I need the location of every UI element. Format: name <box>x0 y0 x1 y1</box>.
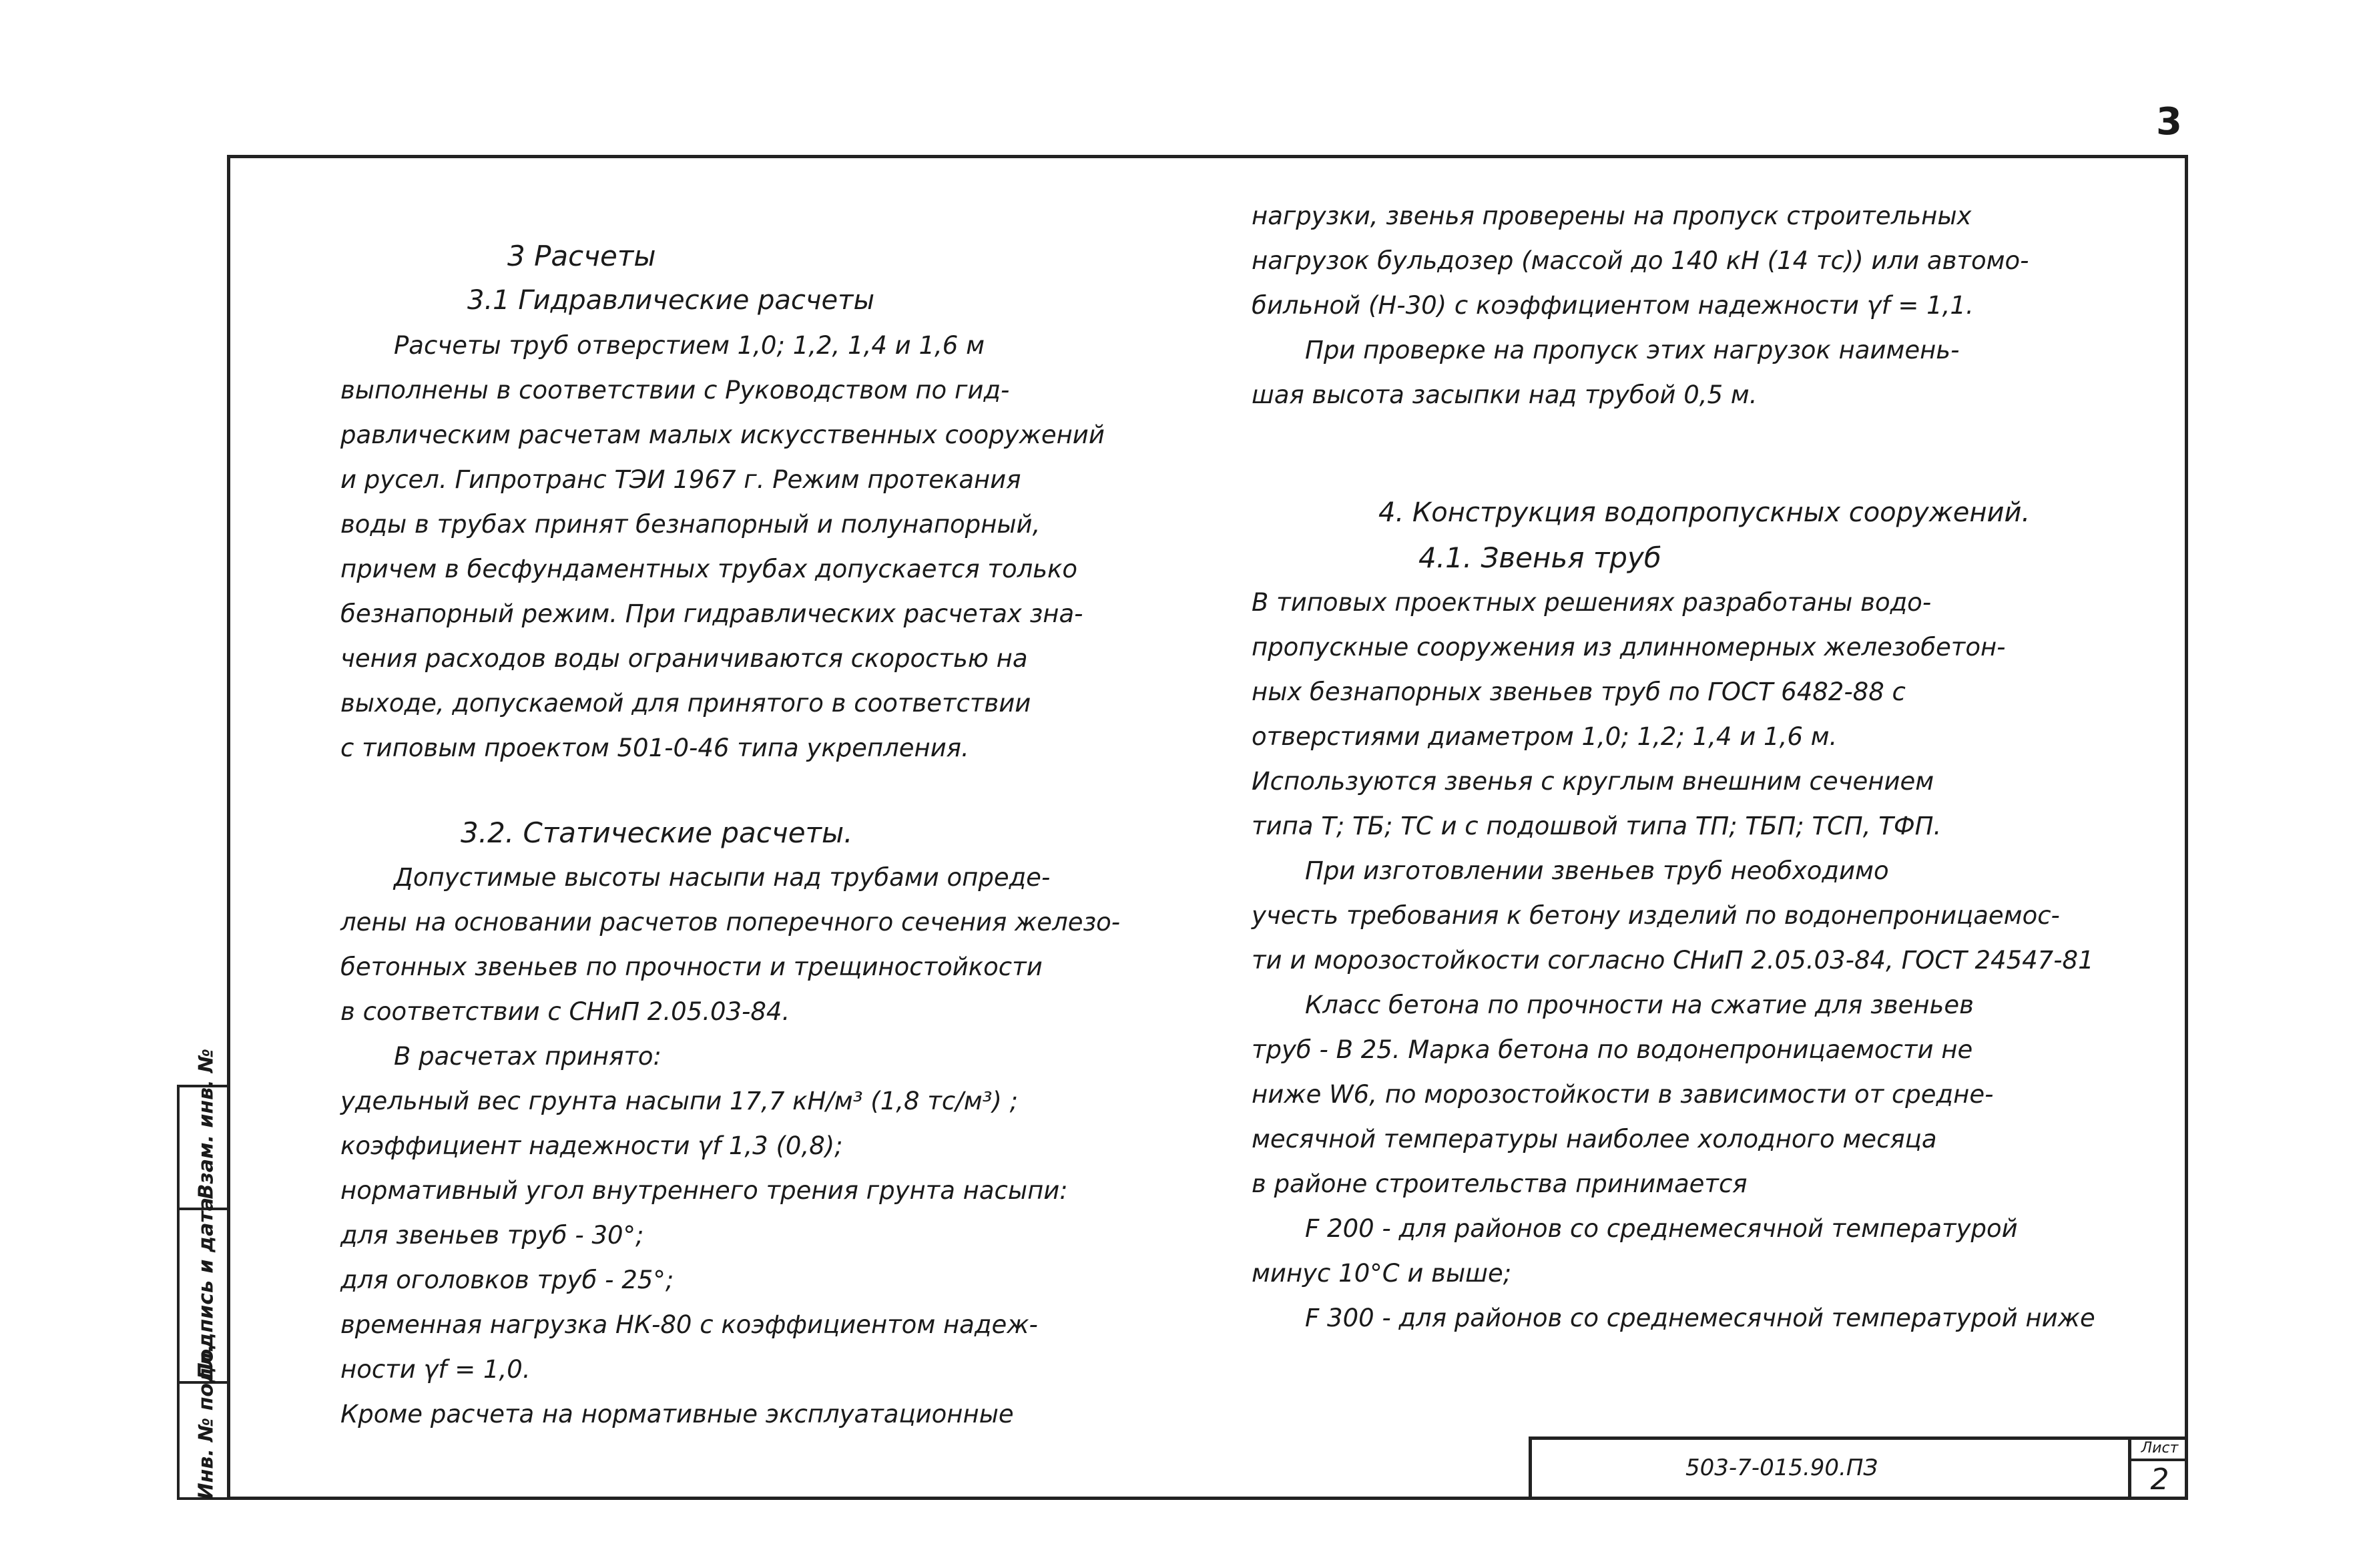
left-column-line: 3.2. Статические расчеты. <box>461 816 853 849</box>
left-column-line: безнапорный режим. При гидравлических расчетах зна- <box>340 599 1083 628</box>
left-column-line: с типовым проектом 501-0-46 типа укрепления. <box>340 734 969 762</box>
right-column-line: 4. Конструкция водопропускных сооружений. <box>1378 497 2031 528</box>
sheet-box <box>2128 1440 2188 1500</box>
left-column-line: лены на основании расчетов поперечного сечения железо- <box>340 908 1121 937</box>
sheet-number: 2 <box>2150 1463 2169 1497</box>
sheet-label: Лист <box>2131 1440 2188 1461</box>
right-column-line: 4.1. Звенья труб <box>1418 541 1661 574</box>
title-block <box>1529 1436 2188 1500</box>
right-column-line: При проверке на пропуск этих нагрузок наимень- <box>1305 336 1960 364</box>
right-column-line: отверстиями диаметром 1,0; 1,2; 1,4 и 1,6 м. <box>1252 722 1838 751</box>
right-column-line: учесть требования к бетону изделий по водонепроницаемос- <box>1252 901 2060 930</box>
left-column-line: причем в бесфундаментных трубах допускается только <box>340 555 1078 583</box>
left-column-line: 3.1 Гидравлические расчеты <box>467 285 875 316</box>
right-column-line: Используются звенья с круглым внешним сечением <box>1252 767 1934 796</box>
right-column-line: труб - В 25. Марка бетона по водонепроницаемости не <box>1252 1035 1973 1064</box>
right-column-line: ниже W6, по морозостойкости в зависимости от средне- <box>1252 1080 1994 1109</box>
right-column-line <box>1252 417 2146 491</box>
left-column-line: выходе, допускаемой для принятого в соответствии <box>340 689 1031 718</box>
side-stamp <box>177 1048 230 1500</box>
left-column-line: Допустимые высоты насыпи над трубами опреде- <box>394 863 1051 892</box>
left-column-line: ности γf = 1,0. <box>340 1355 531 1384</box>
left-column-line: Расчеты труб отверстием 1,0; 1,2, 1,4 и 1,6 м <box>394 331 985 360</box>
left-column-line: Кроме расчета на нормативные эксплуатационные <box>340 1400 1014 1428</box>
page-number: 3 <box>2156 100 2182 144</box>
left-column-line: выполнены в соответствии с Руководством по гид- <box>340 376 1010 405</box>
right-column-line: в районе строительства принимается <box>1252 1169 1748 1198</box>
right-column-line: пропускные сооружения из длинномерных железобетон- <box>1252 633 2006 662</box>
right-column-line: В типовых проектных решениях разработаны водо- <box>1252 588 1932 617</box>
left-column <box>340 234 1161 1436</box>
right-column-line: F 300 - для районов со среднемесячной температурой ниже <box>1305 1304 2095 1332</box>
right-column-line: типа Т; ТБ; ТС и с подошвой типа ТП; ТБП; ТСП, ТФП. <box>1252 812 1942 840</box>
right-column-line: шая высота засыпки над трубой 0,5 м. <box>1252 380 1758 409</box>
right-column-line: ных безнапорных звеньев труб по ГОСТ 6482-88 с <box>1252 678 1906 706</box>
left-column-line: в соответствии с СНиП 2.05.03-84. <box>340 997 790 1026</box>
left-column-line: и русел. Гипротранс ТЭИ 1967 г. Режим протекания <box>340 465 1021 494</box>
right-column-line: минус 10°С и выше; <box>1252 1259 1512 1288</box>
left-column-line: бетонных звеньев по прочности и трещиностойкости <box>340 953 1043 981</box>
right-column <box>1252 194 2146 1340</box>
right-column-line: бильной (Н-30) с коэффициентом надежности γf = 1,1. <box>1252 291 1974 320</box>
left-column-line: 3 Расчеты <box>507 240 656 272</box>
right-column-line: При изготовлении звеньев труб необходимо <box>1305 856 1889 885</box>
right-column-line: ти и морозостойкости согласно СНиП 2.05.03-84, ГОСТ 24547-81 <box>1252 946 2094 975</box>
side-stamp-sign: Подпись и дата <box>194 1198 218 1380</box>
left-column-line: нормативный угол внутреннего трения грунта насыпи: <box>340 1176 1068 1205</box>
left-column-line: воды в трубах принят безнапорный и полунапорный, <box>340 510 1041 539</box>
left-column-line <box>340 770 1161 810</box>
left-column-line: удельный вес грунта насыпи 17,7 кН/м³ (1,8 тс/м³) ; <box>340 1087 1019 1115</box>
left-column-line: чения расходов воды ограничиваются скоростью на <box>340 644 1028 673</box>
left-column-line: для звеньев труб - 30°; <box>340 1221 644 1250</box>
left-column-line: коэффициент надежности γf 1,3 (0,8); <box>340 1131 843 1160</box>
right-column-line: Класс бетона по прочности на сжатие для звеньев <box>1305 991 1974 1019</box>
side-stamp-replace: Взам. инв. № <box>194 1048 218 1200</box>
document-code: 503-7-015.90.ПЗ <box>1685 1455 1878 1481</box>
left-column-line: временная нагрузка НК-80 с коэффициентом надеж- <box>340 1310 1038 1339</box>
right-column-line: месячной температуры наиболее холодного месяца <box>1252 1125 1937 1153</box>
left-column-line: В расчетах принято: <box>394 1042 662 1071</box>
right-column-line: нагрузки, звенья проверены на пропуск строительных <box>1252 202 1972 230</box>
side-stamp-inv: Инв. № подл. <box>194 1344 218 1500</box>
left-column-line: равлическим расчетам малых искусственных сооружений <box>340 421 1105 449</box>
right-column-line: нагрузок бульдозер (массой до 140 кН (14 тс)) или автомо- <box>1252 246 2029 275</box>
left-column-line: для оголовков труб - 25°; <box>340 1266 674 1294</box>
right-column-line: F 200 - для районов со среднемесячной температурой <box>1305 1214 2018 1243</box>
